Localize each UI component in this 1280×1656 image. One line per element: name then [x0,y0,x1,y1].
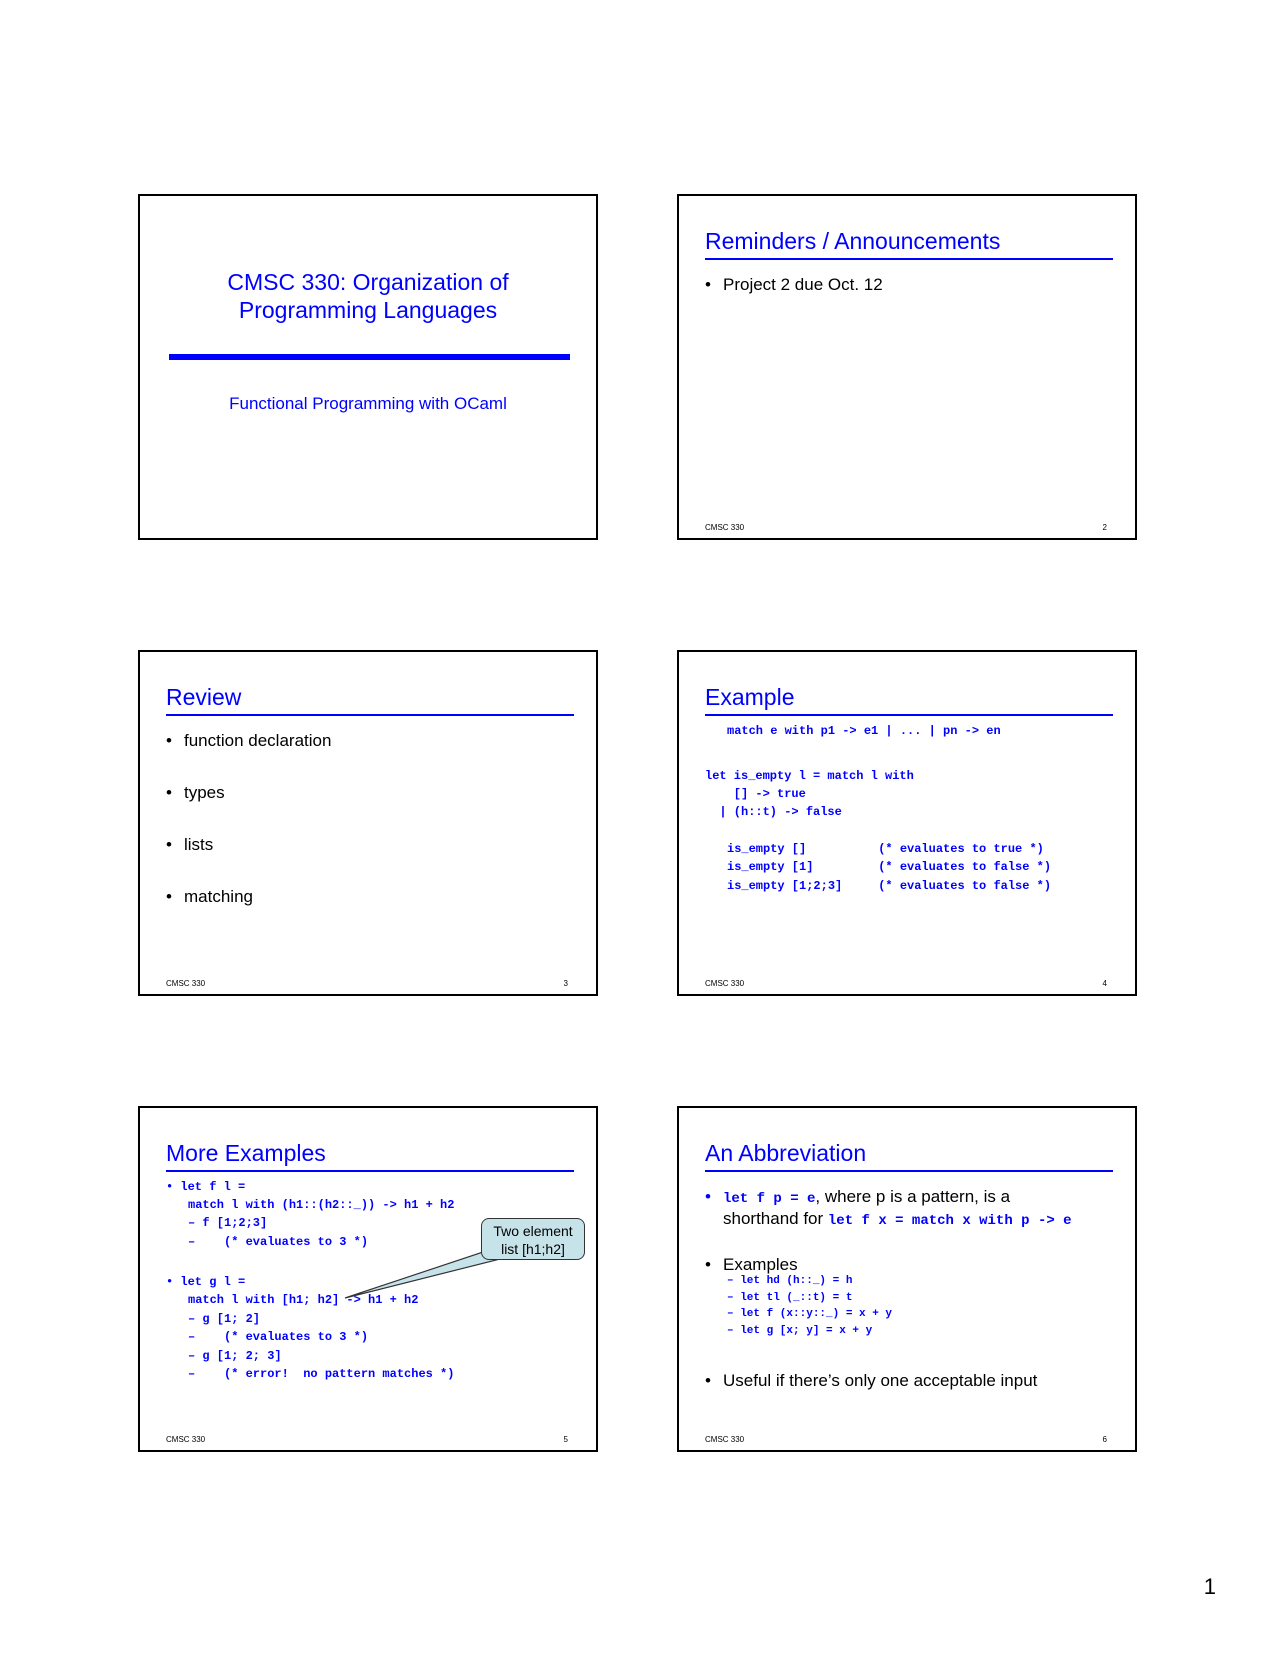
bullet-text: Useful if there’s only one acceptable input [723,1371,1038,1390]
bullet-item: • types [166,783,225,802]
bullet-text: shorthand for [723,1209,828,1228]
bullet-item: • Useful if there’s only one acceptable input [705,1371,1038,1390]
bullet-item: • matching [166,887,253,906]
slide-5 [138,1106,598,1452]
slide-2 [677,194,1137,540]
title-line-2: Programming Languages [238,297,498,323]
code-line: match l with [h1; h2] -> h1 + h2 [188,1293,419,1307]
title-rule [169,354,570,360]
callout-bubble [481,1218,585,1260]
bullet-continuation [723,1208,1072,1232]
footer-course: CMSC 330 [705,1435,745,1444]
bullet-item: • let f p = e, where p is a pattern, is a [705,1187,1011,1207]
example-line: – let f (x::y::_) = x + y [727,1308,893,1320]
code-line: – (* evaluates to 3 *) [188,1330,369,1344]
title-line-1: CMSC 330: Organization of [227,269,509,295]
slide-title: Review [166,682,574,716]
slide-1-subtitle: Functional Programming with OCaml [229,394,507,413]
code-line: • let f l = [166,1180,246,1194]
footer-page: 4 [1102,979,1107,988]
example-line: – let g [x; y] = x + y [727,1325,873,1337]
code-line: is_empty [] (* evaluates to true *) [727,842,1044,856]
footer-page: 2 [1102,523,1107,532]
slide-title: More Examples [166,1138,574,1172]
slide-6 [677,1106,1137,1452]
slide-1 [138,194,598,540]
footer-page: 5 [563,1435,568,1444]
slide-title: An Abbreviation [705,1138,1113,1172]
bullet-text: function declaration [184,731,332,750]
bullet-text: matching [184,887,253,906]
code-line: let is_empty l = match l with [705,769,914,783]
bullet-text: , where p is a pattern, is a [815,1187,1011,1206]
bullet-item: • function declaration [166,731,332,750]
footer-course: CMSC 330 [166,979,206,988]
code-line: – (* evaluates to 3 *) [188,1235,369,1249]
bullet-item: • Examples [705,1255,798,1274]
code-line: match e with p1 -> e1 | ... | pn -> en [727,724,1001,738]
bullet-text: Examples [723,1255,798,1274]
inline-code: let f x = match x with p -> e [827,1213,1072,1229]
bullet-item: • lists [166,835,214,854]
bullet-item: • Project 2 due Oct. 12 [705,275,883,294]
code-line: match l with (h1::(h2::_)) -> h1 + h2 [188,1198,455,1212]
code-line: is_empty [1;2;3] (* evaluates to false *) [727,879,1052,893]
code-line: | (h::t) -> false [705,805,842,819]
footer-course: CMSC 330 [705,523,745,532]
code-line: • let g l = [166,1275,246,1289]
bullet-text: Project 2 due Oct. 12 [723,275,883,294]
code-line: – (* error! no pattern matches *) [188,1367,455,1381]
footer-page: 3 [563,979,568,988]
footer-course: CMSC 330 [705,979,745,988]
callout-text: Two element [493,1223,573,1239]
page-number: 1 [1203,1574,1216,1599]
bullet-text: types [184,783,225,802]
example-line: – let hd (h::_) = h [727,1275,853,1287]
bullet-text: lists [184,835,214,854]
code-line: – g [1; 2; 3] [188,1349,282,1363]
example-line: – let tl (_::t) = t [727,1292,853,1304]
slide-1-title [140,268,596,324]
code-line: – f [1;2;3] [188,1216,268,1230]
code-line: [] -> true [705,787,806,801]
inline-code: let f p = e [723,1191,816,1207]
callout-pointer [140,1108,596,1450]
footer-course: CMSC 330 [166,1435,206,1444]
slide-4 [677,650,1137,996]
slide-3 [138,650,598,996]
footer-page: 6 [1102,1435,1107,1444]
slide-title: Reminders / Announcements [705,226,1113,260]
code-line: – g [1; 2] [188,1312,261,1326]
code-line: is_empty [1] (* evaluates to false *) [727,860,1052,874]
callout-text: list [h1;h2] [501,1241,565,1257]
slide-title: Example [705,682,1113,716]
